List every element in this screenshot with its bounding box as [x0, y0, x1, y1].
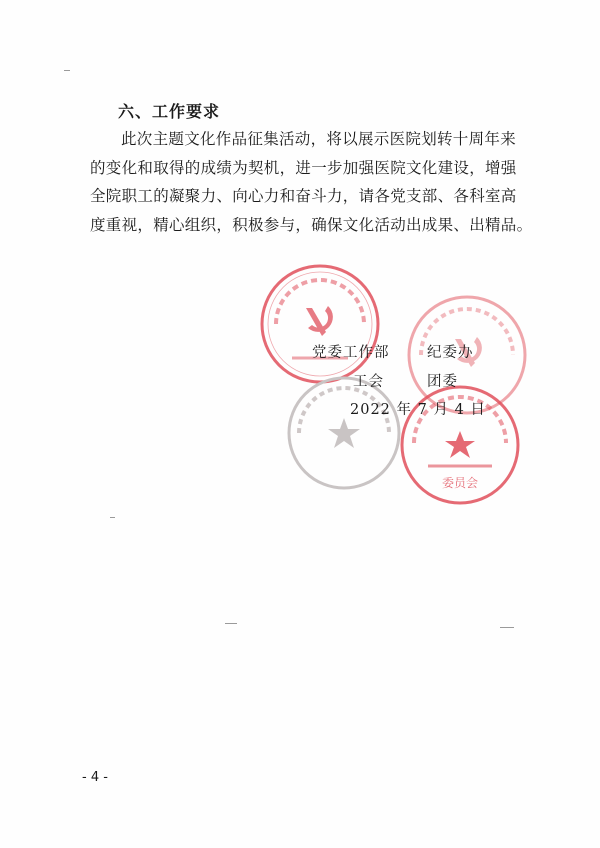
paragraph-line: 度重视，精心组织，积极参与，确保文化活动出成果、出精品。	[90, 215, 533, 234]
scan-speck	[225, 623, 237, 624]
scan-speck	[64, 70, 70, 71]
scan-speck	[500, 627, 514, 628]
signature-youth-league: 团委	[427, 374, 458, 390]
paragraph-line: 此次主题文化作品征集活动，将以展示医院划转十周年来	[121, 130, 517, 148]
paragraph-line: 的变化和取得的成绩为契机，进一步加强医院文化建设，增强	[90, 158, 517, 177]
section-heading: 六、工作要求	[118, 102, 221, 121]
issue-date: 2022 年 7 月 4 日	[350, 402, 486, 418]
signature-party-work-dept: 党委工作部	[312, 345, 390, 361]
signature-labor-union: 工会	[353, 374, 384, 390]
scan-speck	[110, 517, 115, 518]
labor-union-seal	[285, 374, 403, 492]
party-committee-seal	[258, 262, 382, 386]
youth-league-seal-word: 委员会	[441, 476, 479, 490]
page-number: - 4 -	[82, 770, 108, 785]
signature-discipline-office: 纪委办	[427, 345, 474, 361]
requirements-paragraph	[90, 125, 533, 239]
paragraph-line: 全院职工的凝聚力、向心力和奋斗力，请各党支部、各科室高	[90, 187, 517, 205]
